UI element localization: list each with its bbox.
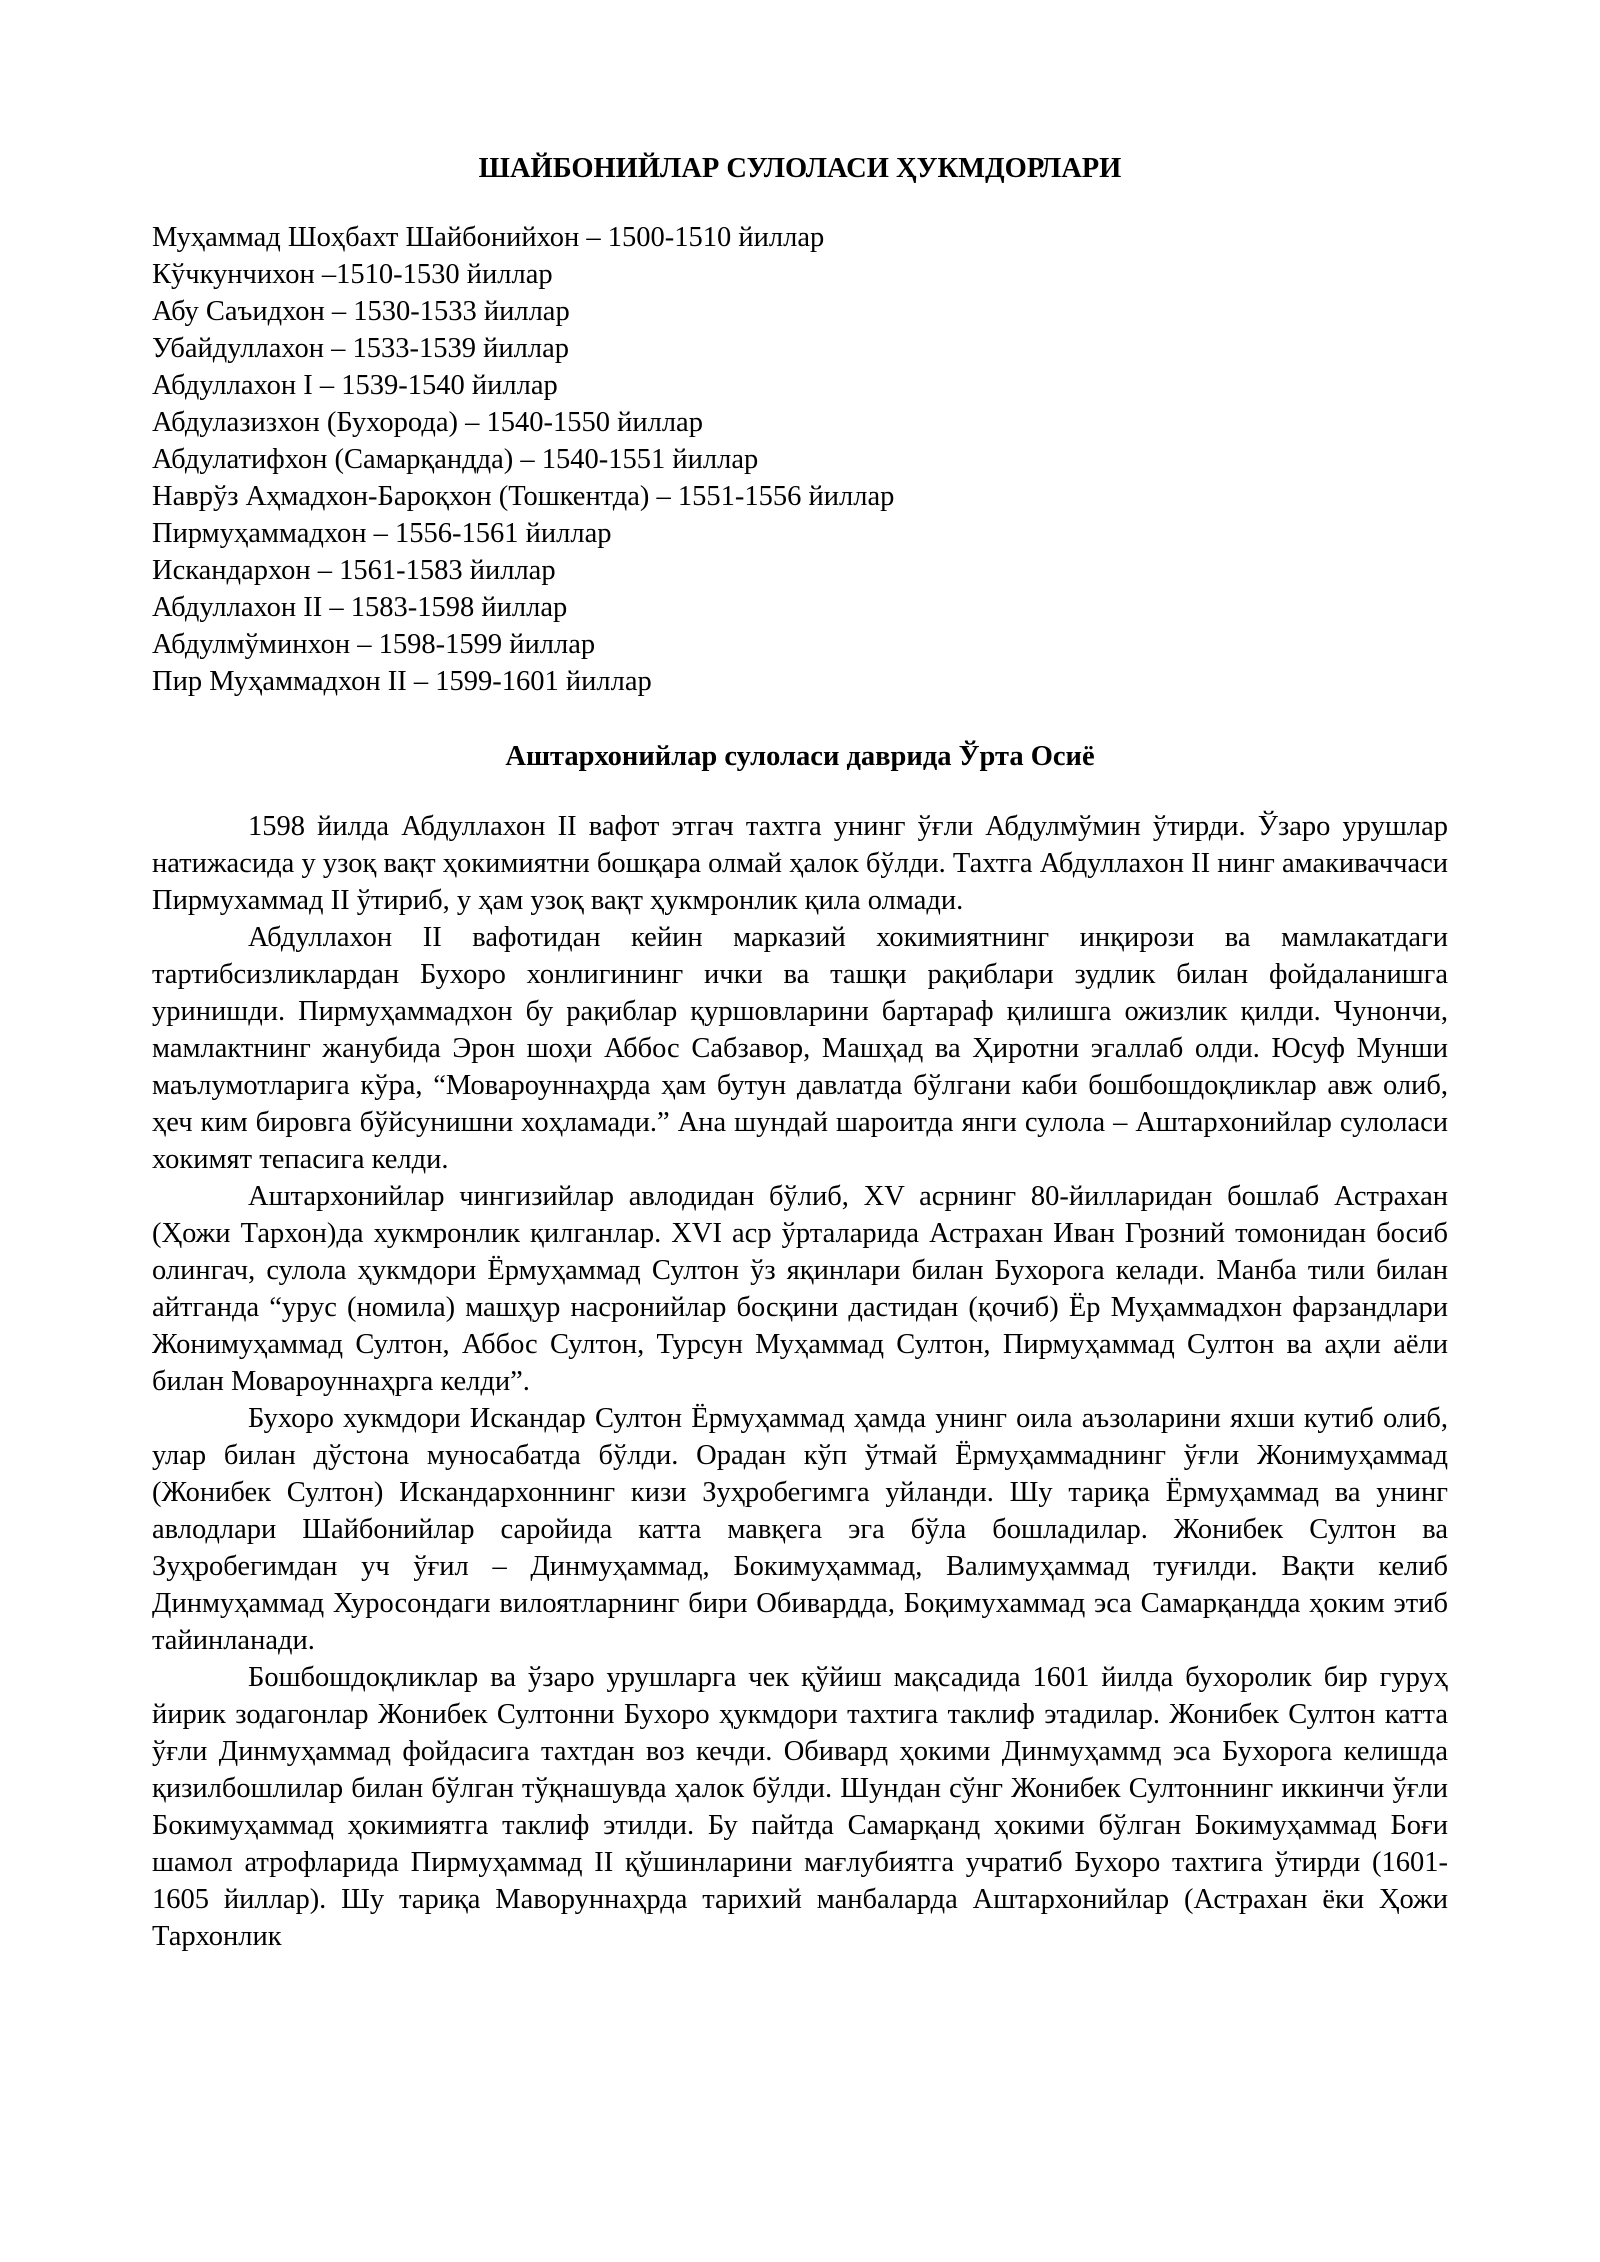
list-item: Наврўз Аҳмадхон-Бароқхон (Тошкентда) – 1551-1556 йиллар — [152, 481, 895, 512]
paragraph: Абдуллахон II вафотидан кейин марказий хокимиятнинг инқирози ва мамлакатдаги тартибсизликлардан Бухоро хонлигининг ички ва ташқи рақиблари зудлик билан фойдаланишга уринишди. Пирмуҳаммадхон бу рақиблар қуршовларини бартараф қилишга ожизлик қилди. Чунончи, мамлактнинг жанубида Эрон шоҳи Аббос Сабзавор, Машҳад ва Ҳиротни эгаллаб олди. Юсуф Мунши маълумотларига кўра, “Мовароуннаҳрда ҳам бутун давлатда бўлгани каби бошбошдоқликлар авж олиб, ҳеч ким бировга бўйсунишни хоҳламади.” Ана шундай шароитда янги сулола – Аштархонийлар сулоласи хокимят тепасига келди. — [152, 922, 1448, 1175]
list-item: Абдулазизхон (Бухорода) – 1540-1550 йиллар — [152, 407, 703, 438]
list-item: Пирмуҳаммадхон – 1556-1561 йиллар — [152, 518, 612, 549]
paragraph: 1598 йилда Абдуллахон II вафот этгач тахтга унинг ўғли Абдулмўмин ўтирди. Ўзаро урушлар натижасида у узоқ вақт ҳокимиятни бошқара олмай ҳалок бўлди. Тахтга Абдуллахон II нинг амакиваччаси Пирмухаммад II ўтириб, у ҳам узоқ вақт ҳукмронлик қила олмади. — [152, 811, 1448, 916]
paragraph: Бошбошдоқликлар ва ўзаро урушларга чек қўйиш мақсадида 1601 йилда бухоролик бир гуруҳ йирик зодагонлар Жонибек Султонни Бухоро ҳукмдори тахтига таклиф этадилар. Жонибек Султон катта ўғли Динмуҳаммад фойдасига тахтдан воз кечди. Обивард ҳокими Динмуҳаммд эса Бухорога келишда қизилбошлилар билан бўлган тўқнашувда ҳалок бўлди. Шундан сўнг Жонибек Султоннинг иккинчи ўғли Бокимуҳаммад ҳокимиятга таклиф этилди. Бу пайтда Самарқанд ҳокими бўлган Бокимуҳаммад Боғи шамол атрофларида Пирмуҳаммад II қўшинларини мағлубиятга учратиб Бухоро тахтига ўтирди (1601-1605 йиллар). Шу тариқа Маворуннаҳрда тарихий манбаларда Аштархонийлар (Астрахан ёки Ҳожи Тархонлик — [152, 1662, 1448, 1952]
list-item: Кўчкунчихон –1510-1530 йиллар — [152, 259, 553, 290]
paragraph: Аштархонийлар чингизийлар авлодидан бўлиб, XV асрнинг 80-йилларидан бошлаб Астрахан (Ҳожи Тархон)да хукмронлик қилганлар. XVI аср ўрталарида Астрахан Иван Грозний томонидан босиб олингач, сулола ҳукмдори Ёрмуҳаммад Султон ўз яқинлари билан Бухорога келади. Манба тили билан айтганда “урус (номила) машҳур насронийлар босқини дастидан (қочиб) Ёр Муҳаммадхон фарзандлари Жонимуҳаммад Султон, Аббос Султон, Турсун Муҳаммад Султон, Пирмуҳаммад Султон ва аҳли аёли билан Мовароуннаҳрга келди”. — [152, 1181, 1448, 1397]
paragraph: Бухоро хукмдори Искандар Султон Ёрмуҳаммад ҳамда унинг оила аъзоларини яхши кутиб олиб, улар билан дўстона муносабатда бўлди. Орадан кўп ўтмай Ёрмуҳаммаднинг ўғли Жонимуҳаммад (Жонибек Султон) Искандархоннинг кизи Зуҳробегимга уйланди. Шу тариқа Ёрмуҳаммад ва унинг авлодлари Шайбонийлар саройида катта мавқега эга бўла бошладилар. Жонибек Султон ва Зуҳробегимдан уч ўғил – Динмуҳаммад, Бокимуҳаммад, Валимуҳаммад туғилди. Вақти келиб Динмуҳаммад Хуросондаги вилоятларнинг бири Обивардда, Боқимухаммад эса Самарқандда ҳоким этиб тайинланади. — [152, 1403, 1448, 1656]
list-item: Абдулмўминхон – 1598-1599 йиллар — [152, 629, 596, 660]
section-heading: Аштархонийлар сулоласи даврида Ўрта Осиё — [505, 741, 1095, 772]
list-item: Абдуллахон I – 1539-1540 йиллар — [152, 370, 558, 401]
page-title: ШАЙБОНИЙЛАР СУЛОЛАСИ ҲУКМДОРЛАРИ — [478, 153, 1122, 184]
rulers-list — [152, 219, 1448, 700]
list-item: Пир Муҳаммадхон II – 1599-1601 йиллар — [152, 666, 652, 697]
list-item: Убайдуллахон – 1533-1539 йиллар — [152, 333, 570, 364]
list-item: Абу Саъидхон – 1530-1533 йиллар — [152, 296, 570, 327]
body-text — [152, 808, 1448, 1955]
list-item: Муҳаммад Шоҳбахт Шайбонийхон – 1500-1510 йиллар — [152, 222, 825, 253]
document-page — [152, 150, 1448, 1955]
list-item: Абдуллахон II – 1583-1598 йиллар — [152, 592, 568, 623]
list-item: Искандархон – 1561-1583 йиллар — [152, 555, 556, 586]
list-item: Абдулатифхон (Самарқандда) – 1540-1551 йиллар — [152, 444, 759, 475]
